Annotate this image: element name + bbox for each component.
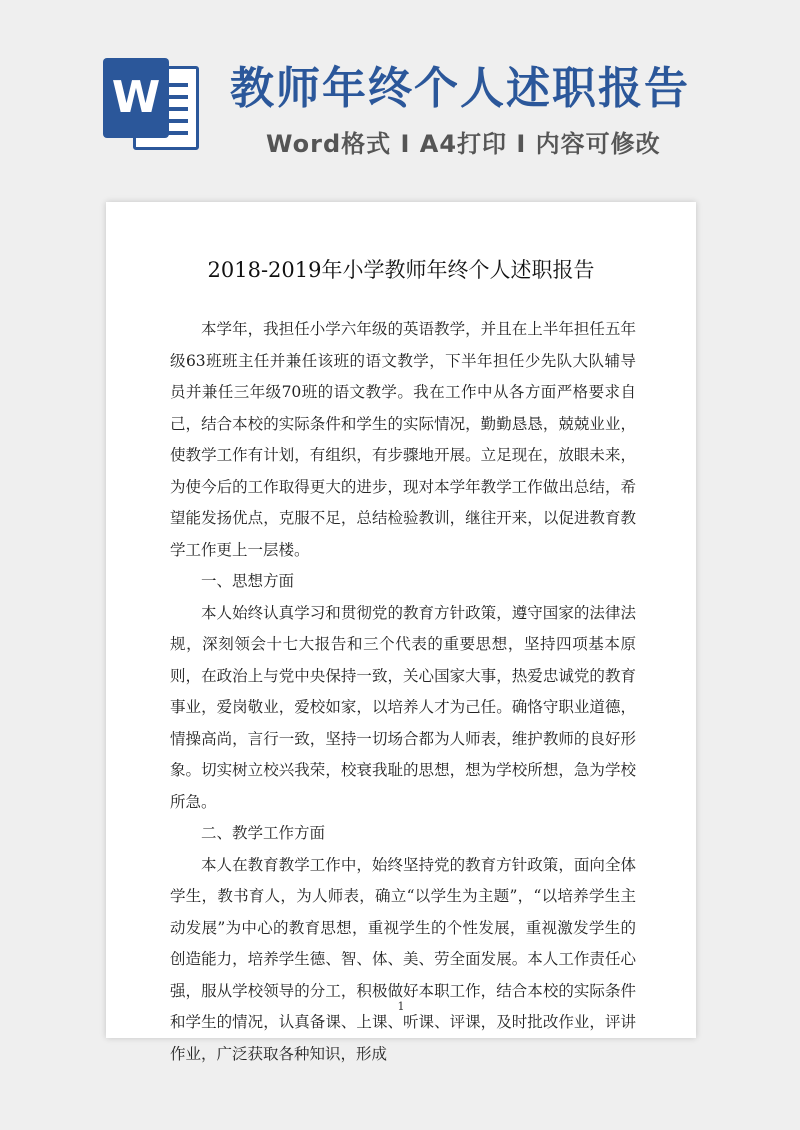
document-title: 2018-2019年小学教师年终个人述职报告 — [207, 258, 595, 282]
word-w-tile: W — [103, 58, 169, 138]
banner-subtitle: Word格式 I A4打印 I 内容可修改 — [266, 130, 661, 158]
section-heading-ideology: 一、思想方面 — [201, 572, 295, 590]
paragraph-teaching: 本人在教育教学工作中，始终坚持党的教育方针政策，面向全体学生，教书育人，为人师表，确立“以学生为主题”，“以培养学生主动发展”为中心的教育思想，重视学生的个性发展，重视激发学生的创造能力，培养学生德、智、体、美、劳全面发展。本人工作责任心强，服从学校领导的分工，积极做好本职工作，结合本校的实际条件和学生的情况，认真备课、上课、听课、评课，及时批改作业，评讲作业，广泛获取各种知识，形成 — [170, 855, 636, 1063]
word-logo-icon — [103, 58, 207, 152]
document-body — [170, 314, 636, 1070]
section-heading-teaching: 二、教学工作方面 — [201, 824, 326, 842]
paragraph-ideology: 本人始终认真学习和贯彻党的教育方针政策，遵守国家的法律法规，深刻领会十七大报告和三个代表的重要思想，坚持四项基本原则，在政治上与党中央保持一致，关心国家大事，热爱忠诚党的教育事业，爱岗敬业，爱校如家，以培养人才为己任。确恪守职业道德，情操高尚，言行一致，坚持一切场合都为人师表，维护教师的良好形象。切实树立校兴我荣，校衰我耻的思想，想为学校所想，急为学校所急。 — [170, 603, 636, 811]
page-number: 1 — [397, 1000, 405, 1013]
document-page — [106, 202, 696, 1063]
header-banner — [0, 0, 800, 195]
banner-title: 教师年终个人述职报告 — [230, 63, 690, 114]
paragraph-intro: 本学年，我担任小学六年级的英语教学，并且在上半年担任五年级63班班主任并兼任该班的语文教学，下半年担任少先队大队辅导员并兼任三年级70班的语文教学。我在工作中从各方面严格要求自己，结合本校的实际条件和学生的实际情况，勤勤恳恳，兢兢业业，使教学工作有计划，有组织，有步骤地开展。立足现在，放眼未来，为使今后的工作取得更大的进步，现对本学年教学工作做出总结，希望能发扬优点，克服不足，总结检验教训，继往开来，以促进教育教学工作更上一层楼。 — [170, 320, 636, 559]
